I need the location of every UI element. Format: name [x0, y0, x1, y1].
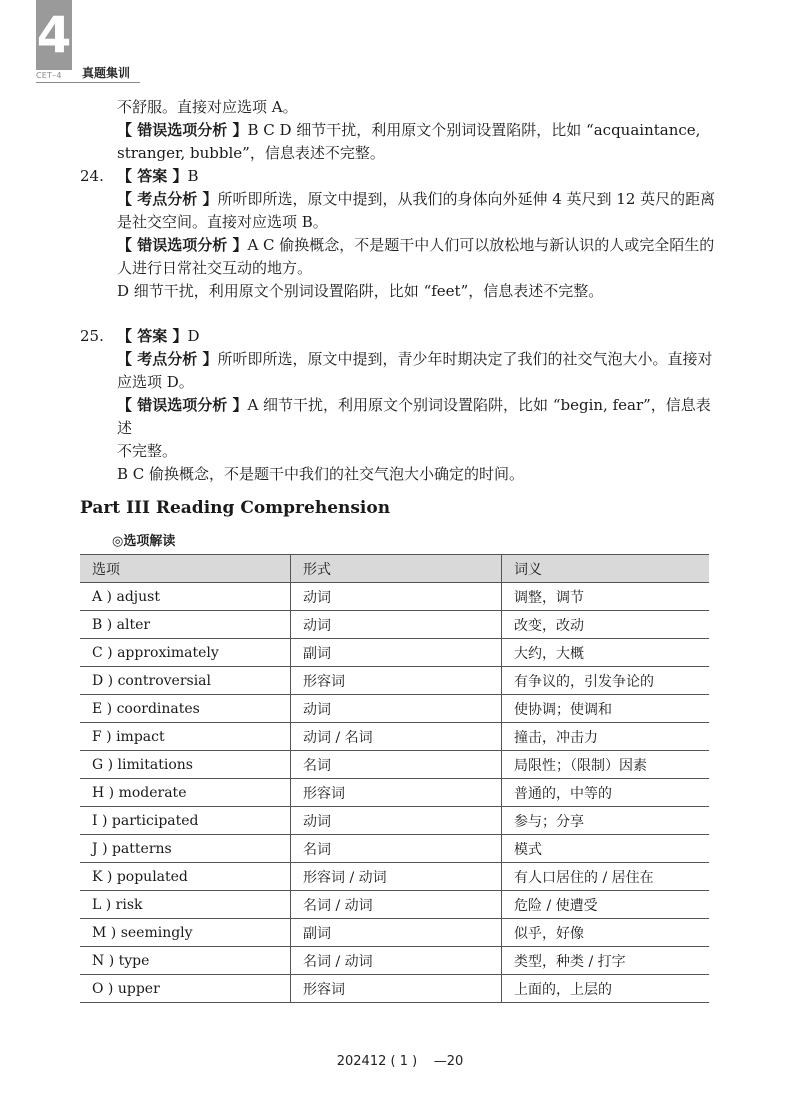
question-25 — [80, 325, 722, 486]
form-cell: 名词 — [291, 751, 502, 779]
meaning-cell: 有争议的，引发争论的 — [502, 667, 710, 695]
answer-tag: 【 答案 】 — [117, 327, 188, 345]
question-number: 24. — [80, 167, 104, 185]
form-cell: 副词 — [291, 919, 502, 947]
column-header: 形式 — [291, 555, 502, 583]
analysis-text: 所听即所选，原文中提到，从我们的身体向外延伸 4 英尺到 12 英尺的距离 — [217, 190, 716, 208]
error-analysis-text: stranger, bubble”，信息表述不完整。 — [117, 144, 385, 162]
answer-value: B — [187, 167, 199, 185]
analysis-tag: 【 考点分析 】 — [117, 350, 218, 368]
error-analysis-tag: 【 错误选项分析 】 — [117, 396, 248, 414]
error-analysis-text: B C D 细节干扰，利用原文个别词设置陷阱，比如 “acquaintance, — [247, 121, 701, 139]
form-cell: 副词 — [291, 639, 502, 667]
issue-number: 202412 ( 1 ) — [336, 1054, 418, 1069]
meaning-cell: 似乎，好像 — [502, 919, 710, 947]
option-cell: K ) populated — [80, 863, 291, 891]
answer-explanations — [80, 96, 722, 486]
form-cell: 动词 — [291, 695, 502, 723]
error-analysis-text: A C 偷换概念，不是题干中人们可以放松地与新认识的人或完全陌生的 — [247, 236, 715, 254]
table-row — [80, 807, 709, 835]
table-row — [80, 835, 709, 863]
analysis-tag: 【 考点分析 】 — [117, 190, 218, 208]
meaning-cell: 上面的，上层的 — [502, 975, 710, 1003]
analysis-text: 应选项 D。 — [117, 373, 194, 391]
meaning-cell: 改变，改动 — [502, 611, 710, 639]
option-cell: O ) upper — [80, 975, 291, 1003]
table-row — [80, 667, 709, 695]
error-analysis-text: 不完整。 — [117, 442, 178, 460]
meaning-cell: 有人口居住的 / 居住在 — [502, 863, 710, 891]
page-number: —20 — [433, 1054, 464, 1069]
meaning-cell: 参与；分享 — [502, 807, 710, 835]
question-24 — [80, 165, 722, 303]
option-cell: C ) approximately — [80, 639, 291, 667]
analysis-text: 是社交空间。直接对应选项 B。 — [117, 213, 328, 231]
option-cell: H ) moderate — [80, 779, 291, 807]
meaning-cell: 大约，大概 — [502, 639, 710, 667]
table-row — [80, 695, 709, 723]
answer-tag: 【 答案 】 — [117, 167, 188, 185]
form-cell: 动词 — [291, 807, 502, 835]
table-row — [80, 891, 709, 919]
chapter-tab: 4 — [36, 0, 72, 70]
form-cell: 形容词 — [291, 779, 502, 807]
section-title: 真题集训 — [82, 66, 131, 80]
table-row — [80, 639, 709, 667]
table-row — [80, 919, 709, 947]
form-cell: 形容词 — [291, 975, 502, 1003]
option-cell: N ) type — [80, 947, 291, 975]
option-cell: I ) participated — [80, 807, 291, 835]
form-cell: 动词 — [291, 611, 502, 639]
intro-error-analysis — [117, 119, 722, 165]
question-number: 25. — [80, 327, 104, 345]
option-cell: F ) impact — [80, 723, 291, 751]
form-cell: 动词 / 名词 — [291, 723, 502, 751]
meaning-cell: 类型，种类 / 打字 — [502, 947, 710, 975]
error-analysis-text: A 细节干扰，利用原文个别词设置陷阱，比如 “begin, fear”，信息表述 — [117, 396, 711, 437]
table-row — [80, 751, 709, 779]
header-divider — [36, 82, 140, 83]
error-analysis-text: D 细节干扰，利用原文个别词设置陷阱，比如 “feet”，信息表述不完整。 — [117, 282, 604, 300]
table-header-row — [80, 555, 709, 583]
table-row — [80, 611, 709, 639]
option-cell: D ) controversial — [80, 667, 291, 695]
error-analysis-tag: 【 错误选项分析 】 — [117, 121, 248, 139]
table-row — [80, 947, 709, 975]
meaning-cell: 危险 / 使遭受 — [502, 891, 710, 919]
option-cell: E ) coordinates — [80, 695, 291, 723]
option-cell: J ) patterns — [80, 835, 291, 863]
meaning-cell: 撞击，冲击力 — [502, 723, 710, 751]
meaning-cell: 模式 — [502, 835, 710, 863]
options-subheading: ◎选项解读 — [112, 534, 176, 549]
table-row — [80, 583, 709, 611]
table-row — [80, 863, 709, 891]
table-row — [80, 975, 709, 1003]
option-cell: L ) risk — [80, 891, 291, 919]
part-heading: Part III Reading Comprehension — [80, 498, 391, 518]
form-cell: 名词 / 动词 — [291, 891, 502, 919]
option-cell: B ) alter — [80, 611, 291, 639]
form-cell: 动词 — [291, 583, 502, 611]
form-cell: 名词 / 动词 — [291, 947, 502, 975]
form-cell: 形容词 — [291, 667, 502, 695]
analysis-text: 所听即所选，原文中提到，青少年时期决定了我们的社交气泡大小。直接对 — [217, 350, 713, 368]
column-header: 词义 — [502, 555, 710, 583]
option-cell: A ) adjust — [80, 583, 291, 611]
meaning-cell: 局限性；（限制）因素 — [502, 751, 710, 779]
vocabulary-table — [80, 554, 709, 1003]
intro-line: 不舒服。直接对应选项 A。 — [117, 98, 298, 116]
answer-value: D — [187, 327, 200, 345]
meaning-cell: 普通的，中等的 — [502, 779, 710, 807]
form-cell: 形容词 / 动词 — [291, 863, 502, 891]
form-cell: 名词 — [291, 835, 502, 863]
table-row — [80, 779, 709, 807]
option-cell: M ) seemingly — [80, 919, 291, 947]
table-row — [80, 723, 709, 751]
error-analysis-tag: 【 错误选项分析 】 — [117, 236, 248, 254]
exam-label: CET–4 — [36, 71, 62, 80]
error-analysis-text: 人进行日常社交互动的地方。 — [117, 259, 313, 277]
meaning-cell: 调整，调节 — [502, 583, 710, 611]
meaning-cell: 使协调；使调和 — [502, 695, 710, 723]
option-cell: G ) limitations — [80, 751, 291, 779]
page-footer — [0, 1054, 800, 1069]
column-header: 选项 — [80, 555, 291, 583]
error-analysis-text: B C 偷换概念，不是题干中我们的社交气泡大小确定的时间。 — [117, 465, 525, 483]
